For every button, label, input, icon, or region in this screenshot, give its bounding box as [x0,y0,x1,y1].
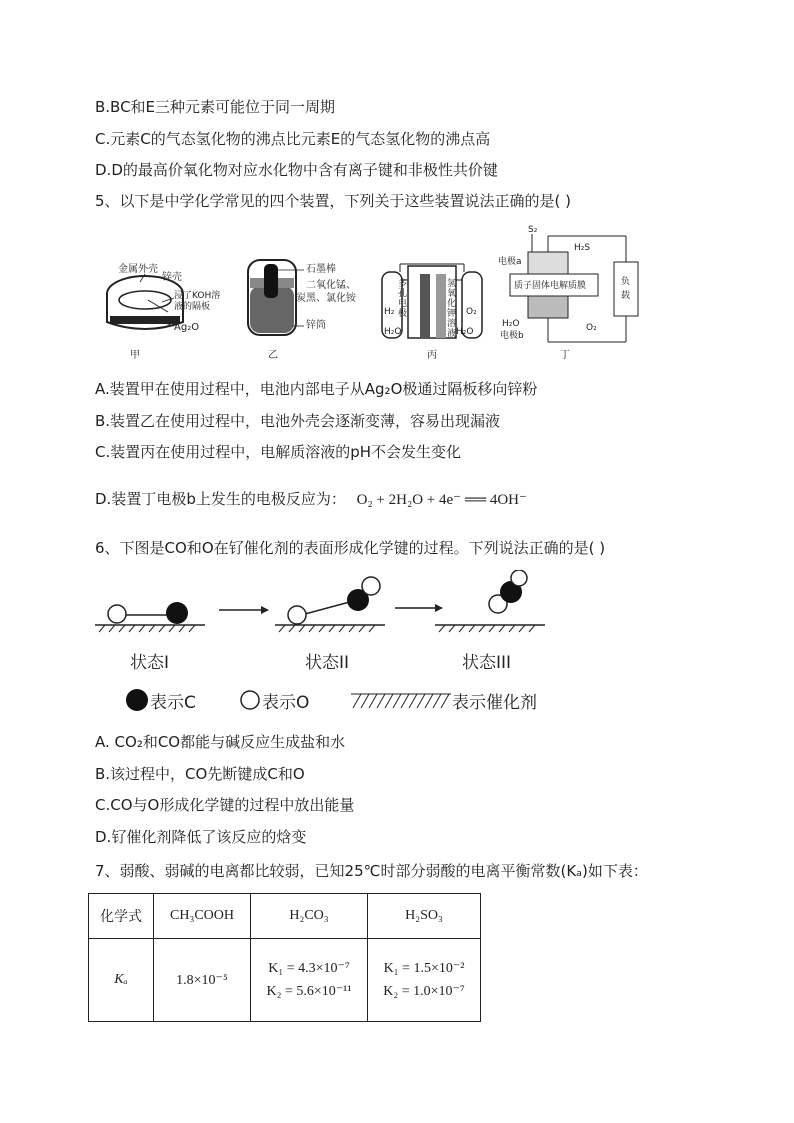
q6-option-d: D.钌催化剂降低了该反应的焓变 [95,828,307,846]
state-3 [435,570,545,632]
ka-table-header-row [89,894,481,939]
yi-label-mno2: 二氧化锰、 [306,280,356,291]
q4-option-c: C.元素C的气态氢化物的沸点比元素E的气态氢化物的沸点高 [95,130,491,148]
ding-label-electrode-b: 电极b [500,331,524,341]
q6-stem: 6、下图是CO和O在钌催化剂的表面形成化学键的过程。下列说法正确的是( ) [95,539,606,557]
bing-label-porous-4: 极 [398,309,408,319]
jia-label-ag2o: Ag₂O [174,322,200,333]
q5-option-b: B.装置乙在使用过程中，电池外壳会逐渐变薄，容易出现漏液 [95,412,501,430]
ding-label-load-1: 负 [621,277,631,287]
ka-row-label: Kₐ [89,939,154,1022]
bing-label-o2: O₂ [466,307,477,317]
bing-label-koh-1: 氢 [447,279,457,289]
bing-label-h2: H₂ [384,307,395,317]
q5-option-d-equation: O₂ + 2H₂O + 4e⁻ ══ 4OH⁻ [356,492,527,508]
state-2 [275,577,385,632]
q5-option-d [95,488,527,509]
yi-caption: 乙 [268,350,278,361]
legend-catalyst-symbol [351,691,451,708]
legend-catalyst-label: 表示催化剂 [452,693,537,713]
ka-h2co3-values [251,939,368,1022]
ding-label-s2: S₂ [528,225,538,235]
ka-header-formula: 化学式 [89,894,154,939]
q6-option-a: A. CO₂和CO都能与碱反应生成盐和水 [95,733,346,751]
ka-table [88,893,481,1022]
q4-option-d: D.D的最高价氧化物对应水化物中含有离子键和非极性共价键 [95,161,498,179]
jia-label-koh-1: 浸了KOH溶 [174,291,221,301]
q5-devices-figure [100,222,660,364]
q6-option-b: B.该过程中，CO先断键成C和O [95,765,305,783]
bing-label-koh-3: 化 [447,299,457,309]
ka-h2so3-k2: K₂ = 1.0×10⁻⁷ [383,984,465,999]
q6-option-c: C.CO与O形成化学键的过程中放出能量 [95,796,355,814]
ding-label-o2: O₂ [586,323,597,333]
yi-label-carbon: 炭黑、氯化铵 [296,293,356,304]
bing-label-koh-4: 钾 [447,309,457,319]
legend-oxygen-label: 表示O [262,693,310,713]
bing-label-porous-2: 孔 [398,289,408,299]
bing-label-koh-2: 氧 [447,289,457,299]
jia-label-zinc: 锌壳 [162,272,182,283]
q5-stem: 5、以下是中学化学常见的四个装置，下列关于这些装置说法正确的是( ) [95,192,572,210]
state-1-caption: 状态I [130,653,170,673]
ka-h2co3-k2: K₂ = 5.6×10⁻¹¹ [266,984,352,999]
yi-label-zinc: 锌筒 [306,320,326,331]
ding-label-electrode-a: 电极a [498,257,522,267]
device-yi [248,260,357,361]
device-bing [382,264,482,361]
bing-label-h2o-left: H₂O [384,327,402,337]
q5-option-a: A.装置甲在使用过程中，电池内部电子从Ag₂O极通过隔板移向锌粉 [95,380,538,398]
ding-label-load-2: 载 [621,291,631,301]
bing-caption: 丙 [427,350,437,361]
state-2-caption: 状态II [305,653,350,673]
ding-label-h2o: H₂O [502,319,520,329]
state-1 [95,602,205,632]
q4-option-b: B.BC和E三种元素可能位于同一周期 [95,98,336,116]
ding-label-h2s: H₂S [574,243,591,253]
ka-header-h2so3: H₂SO₃ [368,894,481,939]
jia-label-shell: 金属外壳 [118,264,158,275]
yi-label-graphite: 石墨棒 [306,264,336,275]
q7-stem: 7、弱酸、弱碱的电离都比较弱，已知25℃时部分弱酸的电离平衡常数(Kₐ)如下表： [95,862,648,880]
device-jia [107,262,220,361]
q5-option-c: C.装置丙在使用过程中，电解质溶液的pH不会发生变化 [95,443,462,461]
bing-label-porous-3: 电 [398,299,408,309]
ka-table-value-row [89,939,481,1022]
legend-carbon-symbol [126,689,148,711]
legend-oxygen-symbol [241,691,259,709]
ding-caption: 丁 [560,350,570,361]
ka-h2co3-k1: K₁ = 4.3×10⁻⁷ [268,961,350,976]
q5-option-d-text: D.装置丁电极b上发生的电极反应为： [95,490,346,508]
legend-carbon-label: 表示C [150,693,196,713]
bing-label-koh-5: 溶 [447,319,457,329]
jia-caption: 甲 [130,350,140,361]
bing-label-porous-1: 多 [398,279,408,289]
ka-header-ch3cooh: CH₃COOH [154,894,251,939]
bing-label-koh-6: 液 [447,329,457,339]
bing-label-h2o-right: H₂O [456,327,474,337]
ka-header-h2co3: H₂CO₃ [251,894,368,939]
ka-h2so3-values [368,939,481,1022]
ka-ch3cooh-value: 1.8×10⁻⁵ [154,939,251,1022]
device-ding [498,225,638,361]
jia-label-koh-2: 液的隔板 [174,302,211,312]
ka-h2so3-k1: K₁ = 1.5×10⁻² [383,961,465,976]
state-3-caption: 状态III [462,653,512,673]
ding-label-membrane: 质子固体电解质膜 [514,281,587,291]
